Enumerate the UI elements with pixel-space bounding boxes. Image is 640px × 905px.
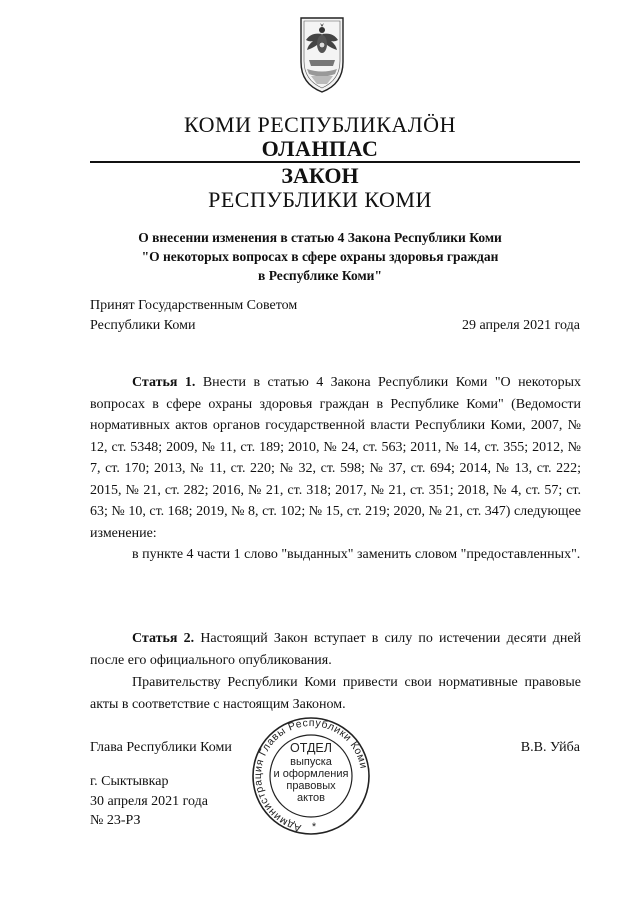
article-1-change: в пункте 4 части 1 слово "выданных" заменить словом "предоставленных". xyxy=(132,547,581,562)
subject-line-1: О внесении изменения в статью 4 Закона Республики Коми xyxy=(138,230,502,245)
article-1 xyxy=(90,372,581,566)
stamp-line-5: актов xyxy=(297,792,325,804)
issue-date: 30 апреля 2021 года xyxy=(90,793,208,809)
stamp-ring-text: Администрация Главы Республики Коми xyxy=(252,716,370,834)
adoption-line-1: Принят Государственным Советом xyxy=(90,298,298,313)
article-2-paragraph xyxy=(90,628,581,671)
law-number: № 23-РЗ xyxy=(90,813,141,828)
article-2-text: Настоящий Закон вступает в силу по истечении десяти дней после его официального опубликования. xyxy=(90,631,582,668)
signatory-name: В.В. Уйба xyxy=(520,740,580,755)
adoption-date: 29 апреля 2021 года xyxy=(462,318,580,333)
coat-of-arms-emblem xyxy=(297,14,347,94)
article-2 xyxy=(90,628,581,715)
law-subject xyxy=(0,228,640,285)
article-2-label: Статья 2. xyxy=(132,631,195,646)
adoption-block xyxy=(90,296,580,336)
header-line-olanpas: ОЛАНПАС xyxy=(261,136,379,161)
article-1-label: Статья 1. xyxy=(132,375,196,390)
stamp-line-2: выпуска xyxy=(290,756,332,768)
stamp-line-4: правовых xyxy=(286,780,336,792)
article-2-paragraph-2: Правительству Республики Коми привести свои нормативные правовые акты в соответствие с настоящим Законом. xyxy=(90,675,581,712)
stamp-line-3: и оформления xyxy=(273,768,349,780)
adoption-line-2: Республики Коми xyxy=(90,318,196,333)
stamp-star: * xyxy=(311,821,317,833)
issue-details xyxy=(90,772,208,831)
header-line-komi: КОМИ РЕСПУБЛИКАЛÖН xyxy=(184,112,456,137)
stamp-line-1: ОТДЕЛ xyxy=(290,741,332,755)
subject-line-2: "О некоторых вопросах в сфере охраны здоровья граждан xyxy=(141,249,499,264)
official-stamp xyxy=(246,714,376,839)
header-line-republic: РЕСПУБЛИКИ КОМИ xyxy=(208,187,432,212)
header-line-zakon: ЗАКОН xyxy=(281,163,359,188)
signatory-title: Глава Республики Коми xyxy=(90,740,232,755)
issue-city: г. Сыктывкар xyxy=(90,774,169,789)
subject-line-3: в Республике Коми" xyxy=(258,268,382,283)
article-1-text: Внести в статью 4 Закона Республики Коми "О некоторых вопросах в сфере охраны здоровья граждан в Республике Коми" (Ведомости нормативных актов органов государственной власти Республики Коми, 2007, № 12, ст. 5348; 2009, № 11, ст. 189; 2010, № 24, ст. 563; 2011, № 14, ст. 355; 2012, № 7, ст. 170; 2013, № 11, ст. 220; № 32, ст. 598; № 37, ст. 694; 2014, № 13, ст. 222; 2015, № 21, ст. 282; 2016, № 21, ст. 318; 2017, № 21, ст. 351; 2018, № 4, ст. 57; ст. 63; № 10, ст. 168; 2019, № 8, ст. 102; № 15, ст. 219; 2020, № 21, ст. 347) следующее изменение: xyxy=(90,375,582,541)
article-1-paragraph xyxy=(90,372,581,544)
